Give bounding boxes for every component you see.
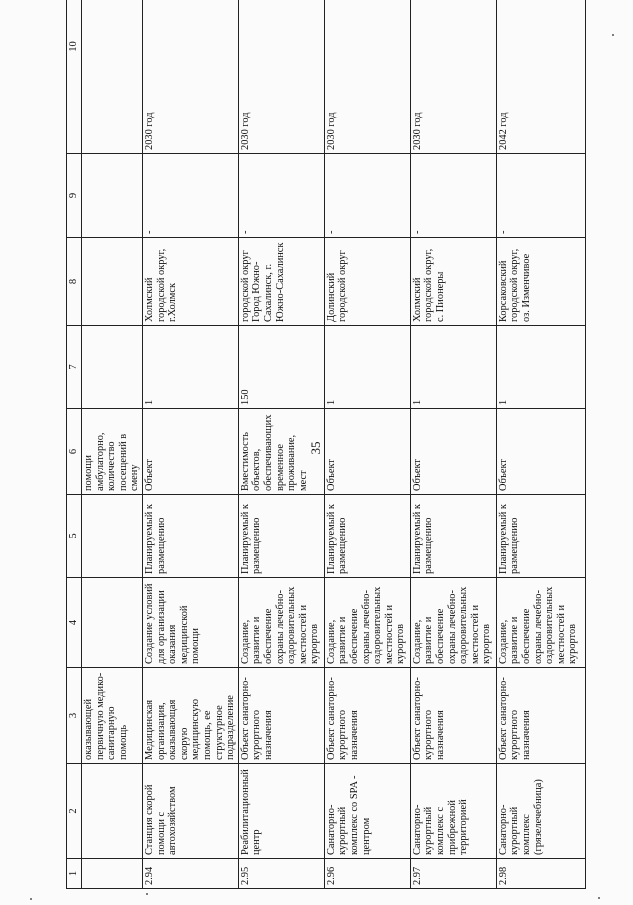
object-status: Планируемый к размещению [142, 495, 238, 578]
header-cell: 3 [67, 668, 82, 764]
characteristic: Объект [142, 409, 238, 495]
deadline: 2030 год [324, 0, 410, 154]
object-name: Санаторно-курортный комплекс со SPA - центром [324, 764, 410, 859]
object-type: Объект санаторно-курортного назначения [238, 668, 324, 764]
scan-speck [612, 34, 614, 36]
object-purpose: Создание, развитие и обеспечение охраны лечебно-оздоровительных местностей и курортов [496, 578, 585, 668]
object-type: Объект санаторно-курортного назначения [324, 668, 410, 764]
object-status: Планируемый к размещению [324, 495, 410, 578]
header-cell: 9 [67, 154, 82, 238]
table-cell [82, 0, 143, 154]
table-row [410, 0, 496, 889]
object-purpose: Создание условий для организации оказания медицинской помощи [142, 578, 238, 668]
deadline: 2030 год [142, 0, 238, 154]
characteristic-value: 150 [238, 326, 324, 409]
table-cell [82, 326, 143, 409]
deadline: 2030 год [238, 0, 324, 154]
table-row [496, 0, 585, 889]
location: Долинский городской округ [324, 238, 410, 326]
zone: - [496, 154, 585, 238]
object-type: Медицинская организация, оказывающая скорую медицинскую помощь, ее структурное подразделение [142, 668, 238, 764]
continuation-row [82, 0, 143, 889]
object-name: Санаторно-курортный комплекс (грязелечебница) [496, 764, 585, 859]
page-number: 35 [308, 441, 323, 455]
table-cell: оказывающей первичную медико-санитарную помощь [82, 668, 143, 764]
deadline: 2042 год [496, 0, 585, 154]
table-row [142, 0, 238, 889]
row-number: 2.94 [142, 859, 238, 889]
zone: - [324, 154, 410, 238]
table-cell [82, 578, 143, 668]
table-cell [82, 859, 143, 889]
scan-speck [598, 897, 600, 899]
row-number: 2.95 [238, 859, 324, 889]
object-name: Станция скорой помощи с автохозяйством [142, 764, 238, 859]
row-number: 2.98 [496, 859, 585, 889]
scan-speck [30, 898, 32, 900]
location: Холмский городской округ, г.Холмск [142, 238, 238, 326]
header-cell: 7 [67, 326, 82, 409]
object-status: Планируемый к размещению [496, 495, 585, 578]
characteristic: Объект [496, 409, 585, 495]
object-type: Объект санаторно-курортного назначения [410, 668, 496, 764]
location: Корсаковский городской округ, оз. Изменчивое [496, 238, 585, 326]
rotated-table [66, 40, 579, 889]
scan-speck [146, 893, 148, 895]
characteristic: Вместимость объектов, обеспечивающих временное проживание, мест [238, 409, 324, 495]
header-cell: 2 [67, 764, 82, 859]
objects-table [66, 0, 586, 889]
header-cell: 10 [67, 0, 82, 154]
characteristic-value: 1 [324, 326, 410, 409]
object-status: Планируемый к размещению [410, 495, 496, 578]
deadline: 2030 год [410, 0, 496, 154]
table-cell: помощи амбулаторно, количество посещений в смену [82, 409, 143, 495]
table-cell [82, 495, 143, 578]
header-cell: 6 [67, 409, 82, 495]
table-frame [66, 40, 579, 889]
table-cell [82, 238, 143, 326]
characteristic-value: 1 [142, 326, 238, 409]
object-name: Реабилитационный центр [238, 764, 324, 859]
zone: - [142, 154, 238, 238]
table-row [238, 0, 324, 889]
row-number: 2.97 [410, 859, 496, 889]
location: городской округ Город Южно-Сахалинск, г. Южно-Сахалинск [238, 238, 324, 326]
zone: - [238, 154, 324, 238]
header-row [67, 0, 82, 889]
location: Холмский городской округ, с. Пионеры [410, 238, 496, 326]
characteristic: Объект [410, 409, 496, 495]
zone: - [410, 154, 496, 238]
table-row [324, 0, 410, 889]
header-cell: 5 [67, 495, 82, 578]
characteristic-value: 1 [496, 326, 585, 409]
header-cell: 4 [67, 578, 82, 668]
header-cell: 1 [67, 859, 82, 889]
header-cell: 8 [67, 238, 82, 326]
table-cell [82, 764, 143, 859]
object-name: Санаторно-курортный комплекс с прибрежной территорией [410, 764, 496, 859]
object-purpose: Создание, развитие и обеспечение охраны лечебно-оздоровительных местностей и курортов [410, 578, 496, 668]
object-purpose: Создание, развитие и обеспечение охраны лечебно-оздоровительных местностей и курортов [324, 578, 410, 668]
characteristic: Объект [324, 409, 410, 495]
object-type: Объект санаторно-курортного назначения [496, 668, 585, 764]
row-number: 2.96 [324, 859, 410, 889]
object-purpose: Создание, развитие и обеспечение охраны лечебно-оздоровительных местностей и курортов [238, 578, 324, 668]
object-status: Планируемый к размещению [238, 495, 324, 578]
table-cell [82, 154, 143, 238]
characteristic-value: 1 [410, 326, 496, 409]
